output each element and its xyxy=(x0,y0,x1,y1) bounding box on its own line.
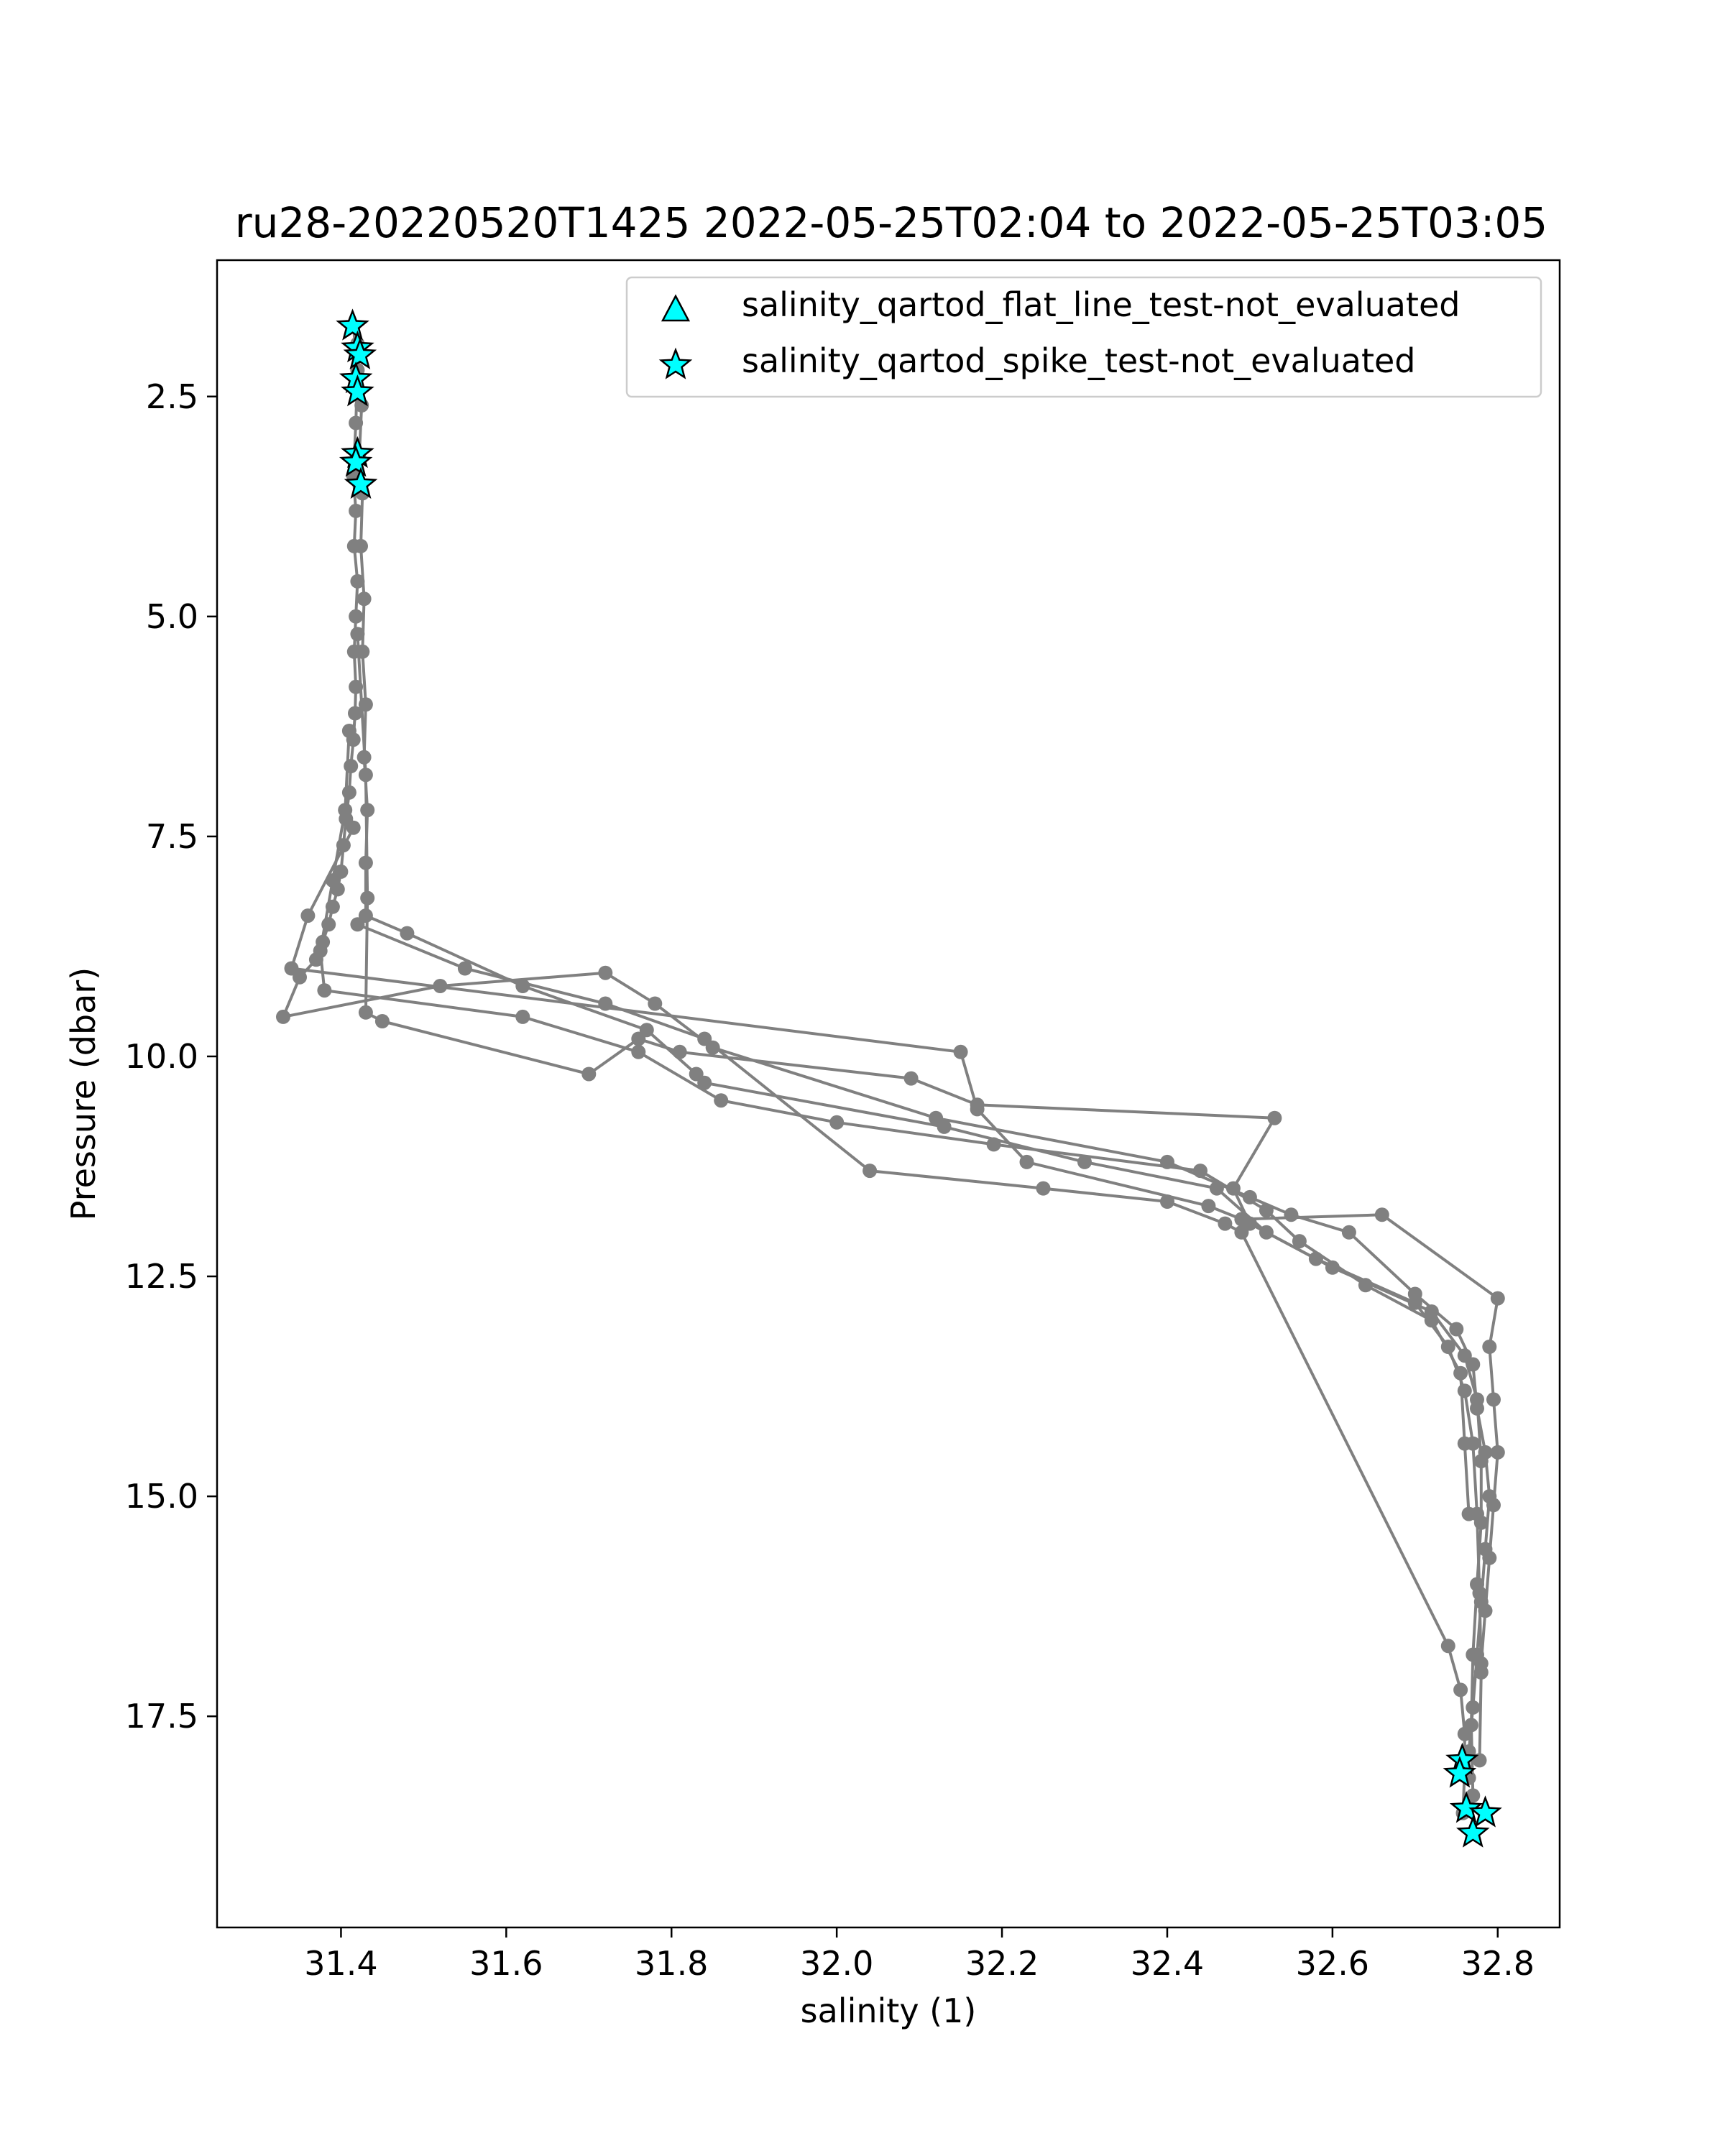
profile-point xyxy=(350,917,364,931)
x-tick-label: 31.6 xyxy=(469,1944,543,1983)
profile-point xyxy=(1453,1366,1468,1381)
profile-point xyxy=(1458,1727,1472,1741)
profile-point xyxy=(970,1102,985,1116)
profile-point xyxy=(1020,1155,1034,1169)
profile-point xyxy=(400,926,414,941)
profile-point xyxy=(300,908,315,923)
profile-point xyxy=(1292,1234,1307,1248)
profile-point xyxy=(1201,1199,1215,1213)
profile-point xyxy=(1193,1164,1208,1178)
profile-point xyxy=(338,803,352,817)
profile-point xyxy=(1441,1639,1455,1653)
profile-point xyxy=(342,786,356,800)
profile-point xyxy=(359,1005,373,1020)
profile-point xyxy=(987,1137,1001,1151)
x-tick-label: 32.8 xyxy=(1460,1944,1535,1983)
y-tick-label: 15.0 xyxy=(124,1477,198,1516)
profile-point xyxy=(313,944,328,958)
profile-point xyxy=(1486,1392,1501,1406)
profile-point xyxy=(862,1164,877,1178)
x-tick-label: 31.4 xyxy=(304,1944,378,1983)
profile-point xyxy=(1036,1181,1051,1196)
profile-point xyxy=(954,1045,968,1059)
profile-point xyxy=(357,591,372,606)
legend xyxy=(627,277,1541,397)
profile-point xyxy=(349,609,363,624)
profile-point xyxy=(1491,1445,1505,1460)
profile-point xyxy=(342,724,356,738)
x-axis-label: salinity (1) xyxy=(800,1991,977,2030)
profile-point xyxy=(458,962,472,976)
profile-point xyxy=(631,1045,645,1059)
profile-point xyxy=(1284,1207,1298,1222)
profile-point xyxy=(1259,1203,1274,1217)
profile-point xyxy=(714,1093,728,1107)
profile-point xyxy=(1358,1278,1373,1292)
profile-point xyxy=(648,997,662,1011)
y-tick-label: 7.5 xyxy=(145,816,198,856)
profile-point xyxy=(1342,1225,1356,1240)
profile-point xyxy=(1482,1340,1496,1354)
profile-point xyxy=(1234,1225,1248,1240)
y-tick-label: 12.5 xyxy=(124,1257,198,1296)
y-tick-label: 17.5 xyxy=(124,1697,198,1736)
y-tick-label: 5.0 xyxy=(145,596,198,636)
profile-point xyxy=(375,1014,390,1028)
profile-point xyxy=(285,962,299,976)
profile-point xyxy=(598,966,612,980)
profile-point xyxy=(937,1120,952,1134)
profile-point xyxy=(673,1045,687,1059)
x-tick-label: 32.4 xyxy=(1130,1944,1205,1983)
profile-point xyxy=(829,1115,844,1130)
profile-point xyxy=(1473,1586,1487,1600)
profile-point xyxy=(350,627,364,641)
profile-point xyxy=(1453,1682,1468,1697)
profile-point xyxy=(1474,1657,1489,1671)
profile-point xyxy=(1218,1217,1232,1231)
profile-point xyxy=(904,1072,919,1086)
legend-label-spike: salinity_qartod_spike_test-not_evaluated xyxy=(742,341,1416,380)
profile-point xyxy=(1482,1551,1496,1565)
profile-point xyxy=(1470,1392,1484,1406)
profile-point xyxy=(1160,1194,1174,1209)
x-tick-label: 32.6 xyxy=(1295,1944,1370,1983)
profile-point xyxy=(359,768,373,782)
profile-point xyxy=(1234,1212,1248,1227)
profile-point xyxy=(631,1032,645,1046)
profile-point xyxy=(697,1032,712,1046)
x-tick-label: 32.0 xyxy=(799,1944,874,1983)
chart-title: ru28-20220520T1425 2022-05-25T02:04 to 2022-05-25T03:05 xyxy=(234,198,1548,247)
profile-point xyxy=(581,1067,596,1082)
profile-point xyxy=(354,539,368,553)
profile-point xyxy=(1458,1383,1472,1398)
x-tick-label: 32.2 xyxy=(965,1944,1039,1983)
profile-point xyxy=(360,891,374,906)
profile-point xyxy=(1474,1454,1489,1468)
legend-label-flat-line: salinity_qartod_flat_line_test-not_evaluated xyxy=(742,285,1460,324)
profile-point xyxy=(1267,1111,1282,1125)
profile-point xyxy=(515,1010,530,1024)
profile-point xyxy=(1375,1207,1389,1222)
profile-point xyxy=(1425,1313,1439,1327)
profile-point xyxy=(598,997,612,1011)
profile-point xyxy=(1449,1322,1463,1337)
y-axis-label: Pressure (dbar) xyxy=(64,967,103,1221)
profile-point xyxy=(346,821,361,835)
profile-point xyxy=(1458,1348,1472,1363)
profile-point xyxy=(1491,1291,1505,1306)
profile-point xyxy=(1486,1498,1501,1512)
x-tick-label: 31.8 xyxy=(635,1944,709,1983)
profile-point xyxy=(276,1010,290,1024)
profile-point xyxy=(317,983,331,998)
profile-point xyxy=(1462,1507,1476,1521)
profile-point xyxy=(1478,1603,1493,1618)
y-tick-label: 2.5 xyxy=(145,377,198,416)
profile-point xyxy=(1458,1437,1472,1451)
y-tick-label: 10.0 xyxy=(124,1036,198,1076)
